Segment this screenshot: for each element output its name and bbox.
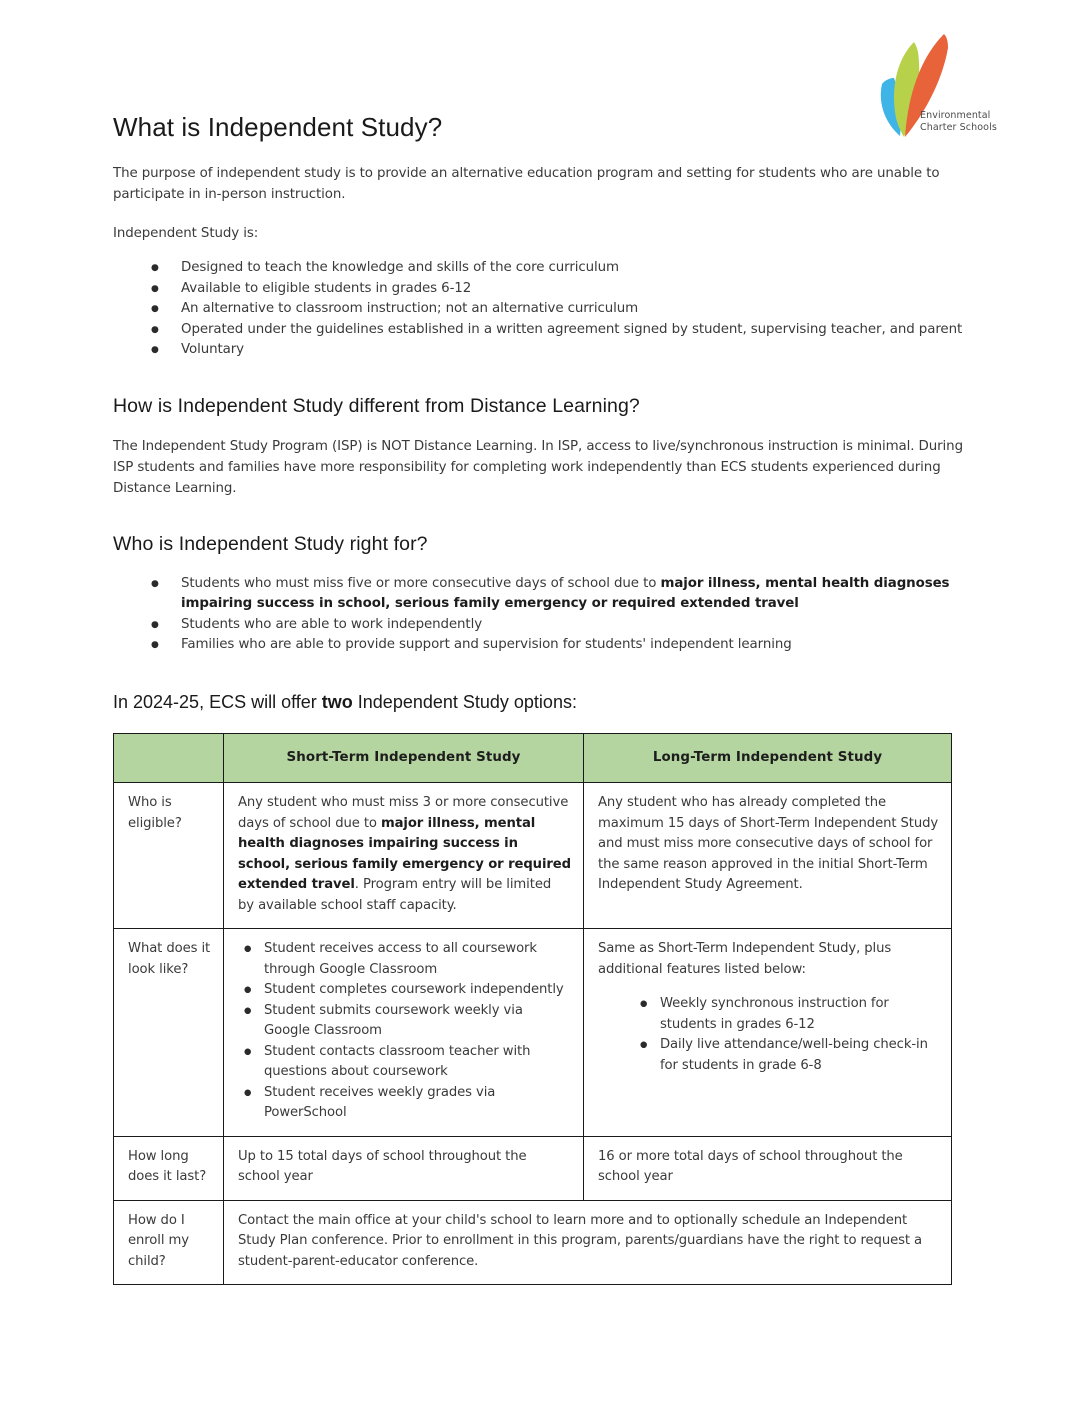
long-term-intro-text: Same as Short-Term Independent Study, plus additional features listed below:: [598, 941, 892, 977]
cell-short-term-eligible: [224, 783, 584, 929]
list-item: ● Operated under the guidelines established in a written agreement signed by student, supervising teacher, and parent: [113, 320, 969, 341]
cell-long-term-eligible: Any student who has already completed the maximum 15 days of Short-Term Independent Study and must miss more consecutive days of school for the same reason approved in the initial Short-Term Independent Study Agreement.: [584, 783, 952, 929]
table-row: [114, 1136, 952, 1200]
row-label-what-does-it-look-like: What does it look like?: [114, 929, 224, 1137]
list-item: ● Available to eligible students in grades 6-12: [113, 279, 969, 300]
cell-short-term-look-like: [224, 929, 584, 1137]
logo-wordmark-line2: Charter Schools: [920, 121, 997, 133]
row-label-how-long: How long does it last?: [114, 1136, 224, 1200]
list-item: ● Student submits coursework weekly via Google Classroom: [238, 1001, 571, 1042]
list-item: ● Weekly synchronous instruction for students in grades 6-12: [634, 994, 939, 1035]
cell-short-term-duration: Up to 15 total days of school throughout the school year: [224, 1136, 584, 1200]
distance-learning-paragraph: The Independent Study Program (ISP) is NOT Distance Learning. In ISP, access to live/synchronous instruction is minimal. During ISP students and families have more responsibility for completing work independently than ECS students experienced during Distance Learning.: [113, 438, 963, 496]
list-lead-in: Independent Study is:: [113, 226, 259, 241]
row-label-who-is-eligible: Who is eligible?: [114, 783, 224, 929]
right-for-list: [113, 574, 969, 656]
list-item-text: Families who are able to provide support and supervision for students' independent learning: [181, 637, 792, 652]
table-intro-heading: [113, 692, 969, 713]
list-item: ● Voluntary: [113, 340, 969, 361]
table-intro-prefix: In 2024-25, ECS will offer: [113, 691, 322, 712]
cell-enrollment-instructions: Contact the main office at your child's school to learn more and to optionally schedule an Independent Study Plan conference. Prior to enrollment in this program, parents/guardians have the right to request a student-parent-educator conference.: [224, 1200, 952, 1285]
table-header-blank: [114, 733, 224, 783]
logo-wordmark-line1: Environmental: [920, 110, 991, 121]
document-content: [113, 112, 969, 1285]
list-item: ● Daily live attendance/well-being check-in for students in grade 6-8: [634, 1035, 939, 1076]
list-item-text: Students who must miss five or more consecutive days of school due to: [181, 575, 661, 591]
list-item: [113, 615, 969, 636]
page-title: What is Independent Study?: [113, 112, 443, 142]
table-row: [114, 929, 952, 1137]
list-item: [113, 574, 969, 615]
table-row: [114, 1200, 952, 1285]
section-heading-distance-learning: How is Independent Study different from Distance Learning?: [113, 394, 640, 417]
row-label-how-to-enroll: How do I enroll my child?: [114, 1200, 224, 1285]
independent-study-options-table: [113, 733, 952, 1286]
table-header-row: [114, 733, 952, 783]
table-row: [114, 783, 952, 929]
table-header-short-term: Short-Term Independent Study: [224, 733, 584, 783]
list-item-text: Students who are able to work independently: [181, 616, 483, 632]
cell-text-bold: major illness, mental health diagnoses impairing success in school, serious family emergency or required extended travel: [238, 815, 571, 892]
intro-paragraph: The purpose of independent study is to provide an alternative education program and setting for students who are unable to participate in in-person instruction.: [113, 166, 940, 202]
independent-study-attributes-list: [113, 258, 969, 361]
table-intro-emphasis: two: [321, 691, 353, 712]
list-item: ● Student contacts classroom teacher with questions about coursework: [238, 1042, 571, 1083]
table-header-long-term: Long-Term Independent Study: [584, 733, 952, 783]
cell-long-term-look-like: [584, 929, 952, 1137]
long-term-feature-list: [598, 994, 939, 1076]
cell-text-pre: Any student who must miss 3 or more consecutive days of school due to: [238, 795, 569, 831]
cell-text-post: . Program entry will be limited by available school staff capacity.: [238, 877, 552, 913]
cell-long-term-duration: 16 or more total days of school throughout the school year: [584, 1136, 952, 1200]
list-item: [113, 635, 969, 656]
list-item: ● An alternative to classroom instruction; not an alternative curriculum: [113, 299, 969, 320]
list-item: ● Student receives access to all coursework through Google Classroom: [238, 939, 571, 980]
list-item: ● Designed to teach the knowledge and skills of the core curriculum: [113, 258, 969, 279]
cell-paragraph: [238, 793, 571, 916]
list-item: ● Student receives weekly grades via PowerSchool: [238, 1083, 571, 1124]
short-term-feature-list: [238, 939, 571, 1124]
table-intro-suffix: Independent Study options:: [352, 691, 577, 712]
list-item: ● Student completes coursework independently: [238, 980, 571, 1001]
list-item-emphasis: major illness, mental health diagnoses impairing success in school, serious family emergency or required extended travel: [181, 575, 950, 611]
section-heading-right-for: Who is Independent Study right for?: [113, 532, 428, 555]
